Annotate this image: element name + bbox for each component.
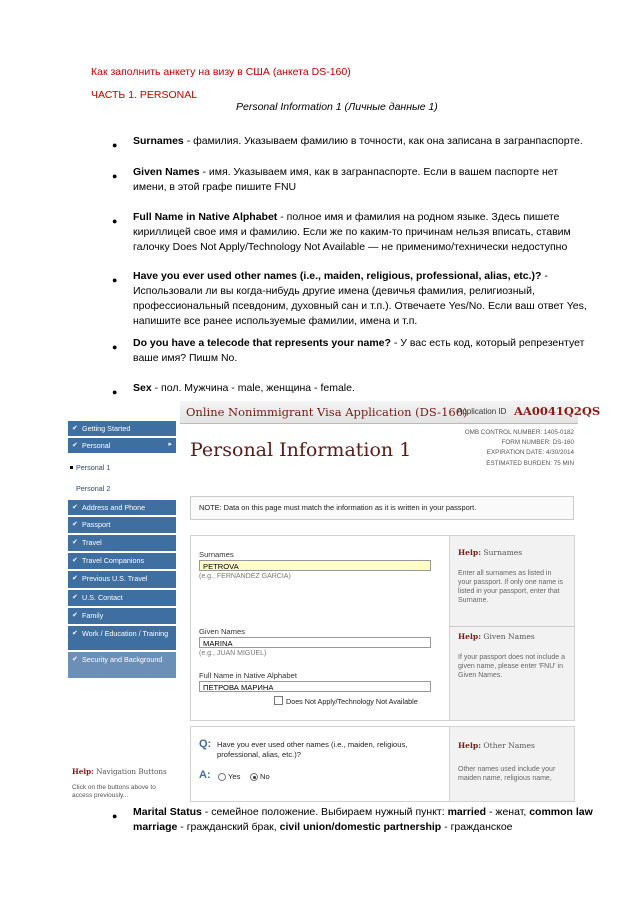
sidebar-item-work-education[interactable]: ✔ Work / Education / Training [68,626,176,651]
list-item: Marital Status - семейное положение. Выбираем нужный пункт: married - женат, common law marriage - гражданский брак, civil union/domestic partnership - гражданское [133,806,593,833]
sidebar-item-personal-1[interactable]: Personal 1 [76,463,110,472]
bullet-icon: ● [112,811,118,821]
document-title: Как заполнить анкету на визу в США (анкета DS-160) [91,66,351,78]
other-names-no-radio[interactable] [250,773,258,781]
omb-line: EXPIRATION DATE: 4/30/2014 [486,449,574,457]
check-icon: ✔ [72,656,78,663]
list-item: Sex - пол. Мужчина - male, женщина - female. [133,382,355,394]
check-icon: ✔ [72,504,78,511]
question-marker: Q: [199,738,212,750]
other-names-yes-label: Yes [228,772,241,781]
check-icon: ✔ [72,575,78,582]
does-not-apply-label: Does Not Apply/Technology Not Available [286,697,418,706]
other-names-question: Have you ever used other names (i.e., maiden, religious, professional, alias, etc.)? [217,740,408,759]
sidebar-item-previous-us-travel[interactable]: ✔ Previous U.S. Travel [68,571,176,589]
check-icon: ✔ [72,557,78,564]
section-subheading: Personal Information 1 (Личные данные 1) [236,101,438,113]
check-icon: ✔ [72,425,78,432]
part-title: ЧАСТЬ 1. PERSONAL [91,89,198,101]
app-title: Online Nonimmigrant Visa Application (DS-160) [186,405,468,419]
help-given-names-title: Help: Given Names [458,632,535,641]
app-header [180,401,601,424]
divider [450,626,574,627]
native-name-field[interactable]: ПЕТРОВА МАРИНА [199,681,431,692]
list-item: Surnames - фамилия. Указываем фамилию в точности, как она записана в загранпаспорте. [133,135,583,147]
other-names-no-label: No [260,772,270,781]
sidebar-item-personal-2[interactable]: Personal 2 [76,484,111,493]
sidebar-item-address-phone[interactable]: ✔ Address and Phone [68,500,176,516]
note-text: NOTE: Data on this page must match the information as it is written in your passport. [199,503,477,512]
omb-line: OMB CONTROL NUMBER: 1405-0182 [464,429,574,436]
list-item: Given Names - имя. Указываем имя, как в загранпаспорте. Если в вашем паспорте нет имени, в этой графе пишите FNU [133,166,559,193]
list-item: Full Name in Native Alphabet - полное имя и фамилия на родном языке. Здесь пишете кириллицей свое имя и фамилию. Если же по каким-то причинам нельзя вписать, ставим галочку Does Not Apply/Technology Not Available — не применимо/технически недоступно [133,211,571,253]
other-names-yes-radio[interactable] [218,773,226,781]
help-surnames-title: Help: Surnames [458,548,523,557]
omb-line: FORM NUMBER: DS-160 [501,439,574,447]
bullet-icon: ● [112,216,118,226]
sidebar-item-passport[interactable]: ✔ Passport [68,517,176,534]
help-other-names-panel [449,726,575,802]
sidebar-item-travel-companions[interactable]: ✔ Travel Companions [68,553,176,570]
sidebar-item-family[interactable]: ✔ Family [68,608,176,625]
other-names-question-panel [190,726,450,802]
bullet-icon: ● [112,275,118,285]
sidebar-item-personal[interactable]: ✔ Personal ▸ [68,438,176,454]
given-names-field[interactable]: MARINA [199,637,431,648]
check-icon: ✔ [72,521,78,528]
check-icon: ✔ [72,594,78,601]
surnames-label: Surnames [199,550,234,559]
bullet-icon: ● [112,171,118,181]
check-icon: ✔ [72,539,78,546]
list-item: Have you ever used other names (i.e., maiden, religious, professional, alias, etc.)? - Использовали ли вы когда-нибудь другие имена (девичья фамилия, религиозный, профессиональный псевдоним, духовный сан и т.п.). Отвечаете Yes/No. Если ваш ответ Yes, напишите все ранее используемые фамилии, имена и т.п. [133,270,587,327]
omb-line: ESTIMATED BURDEN: 75 MIN [486,459,574,467]
application-id: AA0041Q2QS [514,404,601,418]
sidebar-item-security-background[interactable]: ✔ Security and Background [68,652,176,679]
help-navigation-title: Help: Navigation Buttons [72,767,167,776]
help-other-names-title: Help: Other Names [458,741,535,750]
bullet-icon: ● [112,387,118,397]
check-icon: ✔ [72,612,78,619]
name-form-panel [190,535,450,721]
given-names-label: Given Names [199,627,246,636]
help-given-names-text: If your passport does not include a given name, please enter 'FNU' in Given Names. [458,654,566,679]
page-title: Personal Information 1 [190,439,412,461]
answer-marker: A: [199,769,211,781]
given-names-hint: (e.g., JUAN MIGUEL) [199,650,267,657]
sidebar [68,412,176,720]
current-marker-icon [70,466,73,469]
note-box [190,496,574,520]
application-id-label: Application ID [457,407,507,416]
omb-info [414,428,574,469]
check-icon: ✔ [72,630,78,637]
help-surnames-text: Enter all surnames as listed in your passport. If only one name is listed in your passport, enter that Surname. [458,570,564,604]
bullet-icon: ● [112,342,118,352]
surnames-field[interactable]: PETROVA [199,560,431,571]
help-navigation-text: Click on the buttons above to access previously... [72,784,156,799]
bullet-icon: ● [112,140,118,150]
surnames-hint: (e.g., FERNANDEZ GARCIA) [199,573,291,580]
help-other-names-text: Other names used include your maiden name, religious name, [458,766,556,782]
sidebar-item-us-contact[interactable]: ✔ U.S. Contact [68,590,176,607]
does-not-apply-checkbox[interactable] [274,696,283,705]
sidebar-item-travel[interactable]: ✔ Travel [68,535,176,552]
list-item: Do you have a telecode that represents your name? - У вас есть код, который репрезентует ваше имя? Пишм No. [133,337,585,364]
native-name-label: Full Name in Native Alphabet [199,671,297,680]
arrow-right-icon: ▸ [168,441,172,448]
help-panel [449,535,575,721]
sidebar-item-getting-started[interactable]: ✔ Getting Started [68,421,176,437]
ds160-screenshot [68,401,601,800]
check-icon: ✔ [72,442,78,449]
